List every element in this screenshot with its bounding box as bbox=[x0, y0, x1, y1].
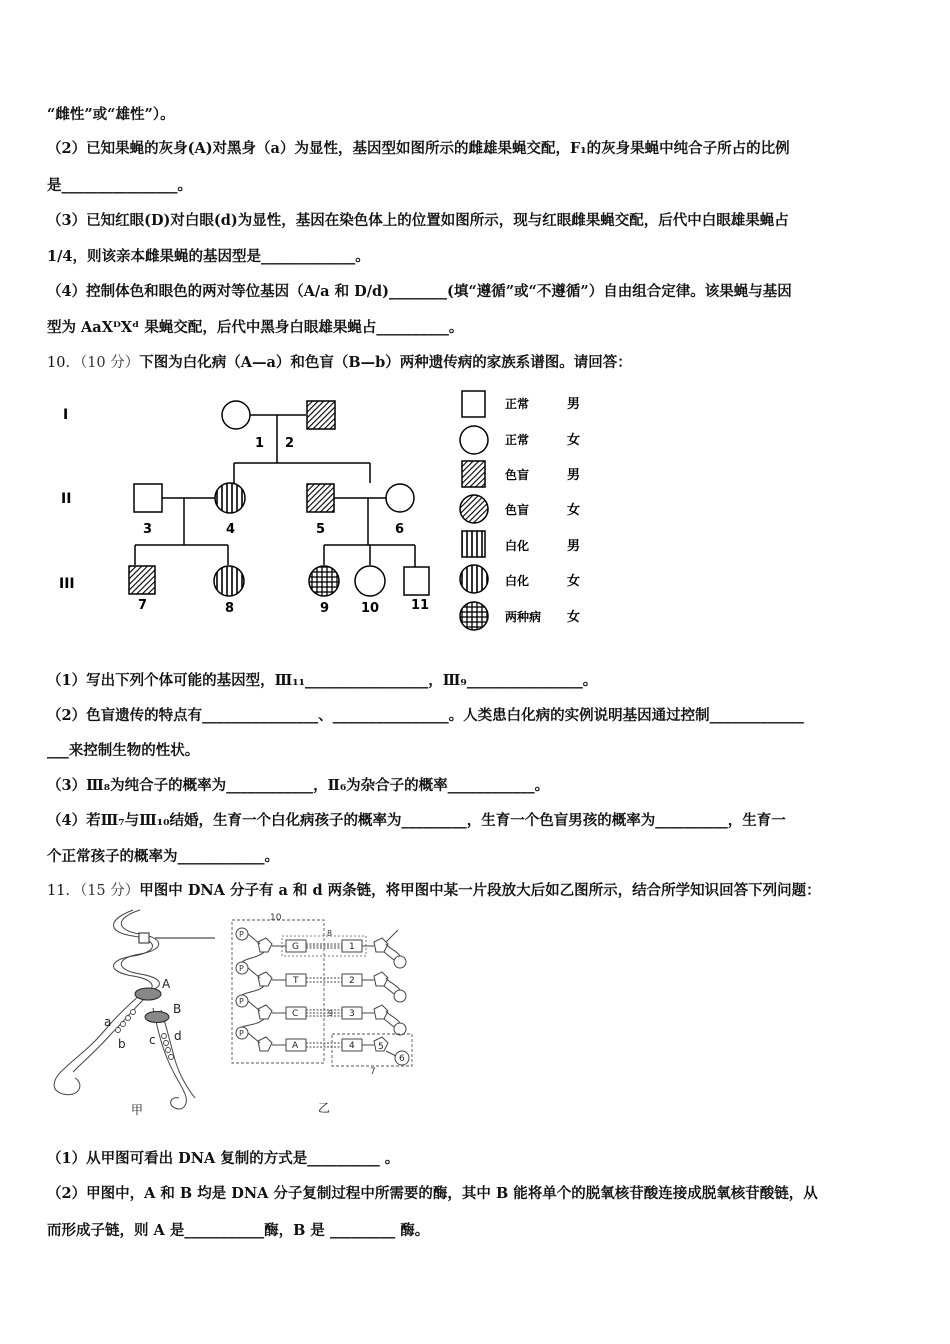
yi-base-left: C bbox=[292, 1009, 299, 1019]
label-10: 10 bbox=[361, 601, 380, 616]
legend-symbol-albino-female bbox=[460, 565, 488, 593]
yi-caption: 乙 bbox=[318, 1101, 331, 1115]
legend-label: 白化 bbox=[505, 574, 530, 588]
enzyme-A-icon bbox=[135, 988, 161, 1000]
label-1: 1 bbox=[255, 436, 265, 451]
individual-8 bbox=[214, 566, 244, 596]
q10-stem-line bbox=[47, 351, 632, 372]
individual-3 bbox=[134, 484, 162, 512]
q9-part2-line2: 是________________。 bbox=[47, 177, 192, 194]
label-7: 7 bbox=[138, 598, 148, 613]
individual-10 bbox=[355, 566, 385, 596]
individual-2 bbox=[307, 401, 335, 429]
q11-part2-line1: （2）甲图中，A 和 B 均是 DNA 分子复制过程中所需要的酶，其中 B 能将单个的脱氧核苷酸连接成脱氧核苷酸链，从 bbox=[47, 1185, 818, 1202]
label-6: 6 bbox=[395, 522, 405, 537]
legend-label: 两种病 bbox=[505, 610, 542, 624]
legend-label: 色盲 bbox=[505, 503, 530, 517]
legend-label: 正常 bbox=[505, 433, 530, 447]
jia-label-d: d bbox=[174, 1029, 182, 1043]
individual-7 bbox=[129, 566, 155, 594]
jia-label-a: a bbox=[104, 1015, 112, 1029]
q11-score: （15 分） bbox=[79, 883, 140, 899]
legend-sex: 男 bbox=[567, 397, 581, 412]
individual-9 bbox=[309, 566, 339, 596]
yi-mark-9: 9 bbox=[328, 1009, 334, 1018]
yi-mark-10: 10 bbox=[270, 913, 282, 923]
jia-caption: 甲 bbox=[131, 1103, 144, 1117]
q10-stem: 下图为白化病（A—a）和色盲（B—b）两种遗传病的家族系谱图。请回答： bbox=[139, 354, 632, 371]
q10-part4-line2: 个正常孩子的概率为____________。 bbox=[47, 848, 279, 865]
legend-label: 正常 bbox=[505, 397, 530, 411]
jia-label-A: A bbox=[162, 977, 171, 991]
legend-sex: 女 bbox=[567, 503, 581, 518]
label-11: 11 bbox=[411, 598, 430, 613]
q11-part2-line2: 而形成子链，则 A 是___________酶，B 是 _________ 酶。 bbox=[47, 1222, 430, 1239]
yi-mark-6: 6 bbox=[399, 1054, 405, 1064]
q10-part4-line1: （4）若Ⅲ₇与Ⅲ₁₀结婚，生育一个白化病孩子的概率为_________，生育一个色盲男孩的概率为__________，生育一 bbox=[47, 812, 786, 829]
individual-6 bbox=[386, 484, 414, 512]
yi-mark-p: P bbox=[239, 1029, 244, 1038]
yi-mark-8: 8 bbox=[327, 929, 333, 938]
yi-mark-p: P bbox=[239, 964, 244, 973]
jia-label-c: c bbox=[149, 1033, 156, 1047]
q9-part2-line1: （2）已知果蝇的灰身(A)对黑身（a）为显性，基因型如图所示的雌雄果蝇交配，F₁的灰身果蝇中纯合子所占的比例 bbox=[47, 140, 790, 157]
legend-symbol-colorblind-female bbox=[460, 495, 488, 523]
gen-label-I: I bbox=[63, 407, 69, 423]
jia-label-B: B bbox=[173, 1002, 182, 1016]
label-5: 5 bbox=[316, 522, 326, 537]
individual-5 bbox=[307, 484, 334, 512]
label-2: 2 bbox=[285, 436, 295, 451]
q9-part3-line2: 1/4，则该亲本雌果蝇的基因型是_____________。 bbox=[47, 248, 370, 265]
q10-number: 10． bbox=[47, 355, 80, 371]
individual-11 bbox=[404, 567, 429, 595]
q11-stem: 甲图中 DNA 分子有 a 和 d 两条链，将甲图中某一片段放大后如乙图所示，结合所学知识回答下列问题： bbox=[139, 882, 821, 899]
legend-symbol-normal-female bbox=[460, 426, 488, 454]
yi-mark-5: 5 bbox=[378, 1042, 384, 1052]
label-4: 4 bbox=[226, 522, 236, 537]
label-9: 9 bbox=[320, 601, 330, 616]
legend-symbol-albino-male bbox=[462, 531, 485, 557]
figure-yi-dna-structure bbox=[228, 912, 418, 1117]
q10-part3: （3）Ⅲ₈为纯合子的概率为____________，Ⅱ₆为杂合子的概率____________。 bbox=[47, 777, 550, 794]
q9-part4-line2: 型为 AaXᴰXᵈ 果蝇交配，后代中黑身白眼雄果蝇占__________。 bbox=[47, 319, 464, 336]
gen-label-III: III bbox=[59, 576, 75, 592]
q10-part1: （1）写出下列个体可能的基因型，Ⅲ₁₁_________________，Ⅲ₉________________。 bbox=[47, 672, 598, 689]
yi-mark-7: 7 bbox=[370, 1067, 376, 1077]
legend-sex: 女 bbox=[567, 574, 581, 589]
legend-symbol-normal-male bbox=[462, 391, 485, 417]
legend-label: 白化 bbox=[505, 539, 530, 553]
q11-number: 11． bbox=[47, 883, 80, 899]
legend-sex: 女 bbox=[567, 610, 581, 625]
yi-num-right: 4 bbox=[349, 1041, 355, 1051]
q9-part3-line1: （3）已知红眼(D)对白眼(d)为显性，基因在染色体上的位置如图所示，现与红眼雌果蝇交配，后代中白眼雄果蝇占 bbox=[47, 212, 789, 229]
q10-part2-line1: （2）色盲遗传的特点有________________、________________。人类患白化病的实例说明基因通过控制_____________ bbox=[47, 707, 804, 724]
yi-base-left: A bbox=[292, 1041, 299, 1051]
figure-jia-dna-replication bbox=[45, 908, 230, 1118]
yi-num-right: 1 bbox=[349, 942, 355, 952]
legend-label: 色盲 bbox=[505, 468, 530, 482]
gen-label-II: II bbox=[61, 491, 72, 507]
individual-1 bbox=[222, 401, 250, 429]
yi-mark-p: P bbox=[239, 930, 244, 939]
label-3: 3 bbox=[143, 522, 153, 537]
jia-label-b: b bbox=[118, 1037, 126, 1051]
pedigree-legend bbox=[460, 391, 580, 630]
legend-sex: 女 bbox=[567, 433, 581, 448]
yi-base-left: G bbox=[292, 942, 299, 952]
label-8: 8 bbox=[225, 601, 235, 616]
enzyme-B-icon bbox=[145, 1012, 169, 1023]
yi-num-right: 3 bbox=[349, 1009, 355, 1019]
legend-symbol-colorblind-male bbox=[462, 461, 485, 487]
legend-sex: 男 bbox=[567, 468, 581, 483]
q9-tail: “雌性”或“雄性”）。 bbox=[47, 106, 175, 123]
q9-part4-line1: （4）控制体色和眼色的两对等位基因（A/a 和 D/d)________(填“遵循”或“不遵循”）自由组合定律。该果蝇与基因 bbox=[47, 283, 792, 300]
q11-stem-line bbox=[47, 879, 821, 900]
q11-part1: （1）从甲图可看出 DNA 复制的方式是__________ 。 bbox=[47, 1150, 400, 1167]
individual-4 bbox=[215, 483, 245, 513]
yi-base-left: T bbox=[293, 976, 299, 986]
legend-symbol-both-female bbox=[460, 602, 488, 630]
yi-num-right: 2 bbox=[349, 976, 355, 986]
yi-mark-p: P bbox=[239, 997, 244, 1006]
pedigree-chart bbox=[45, 385, 605, 650]
q10-score: （10 分） bbox=[79, 355, 140, 371]
q10-part2-line2: ___来控制生物的性状。 bbox=[47, 742, 200, 759]
legend-sex: 男 bbox=[567, 539, 581, 554]
